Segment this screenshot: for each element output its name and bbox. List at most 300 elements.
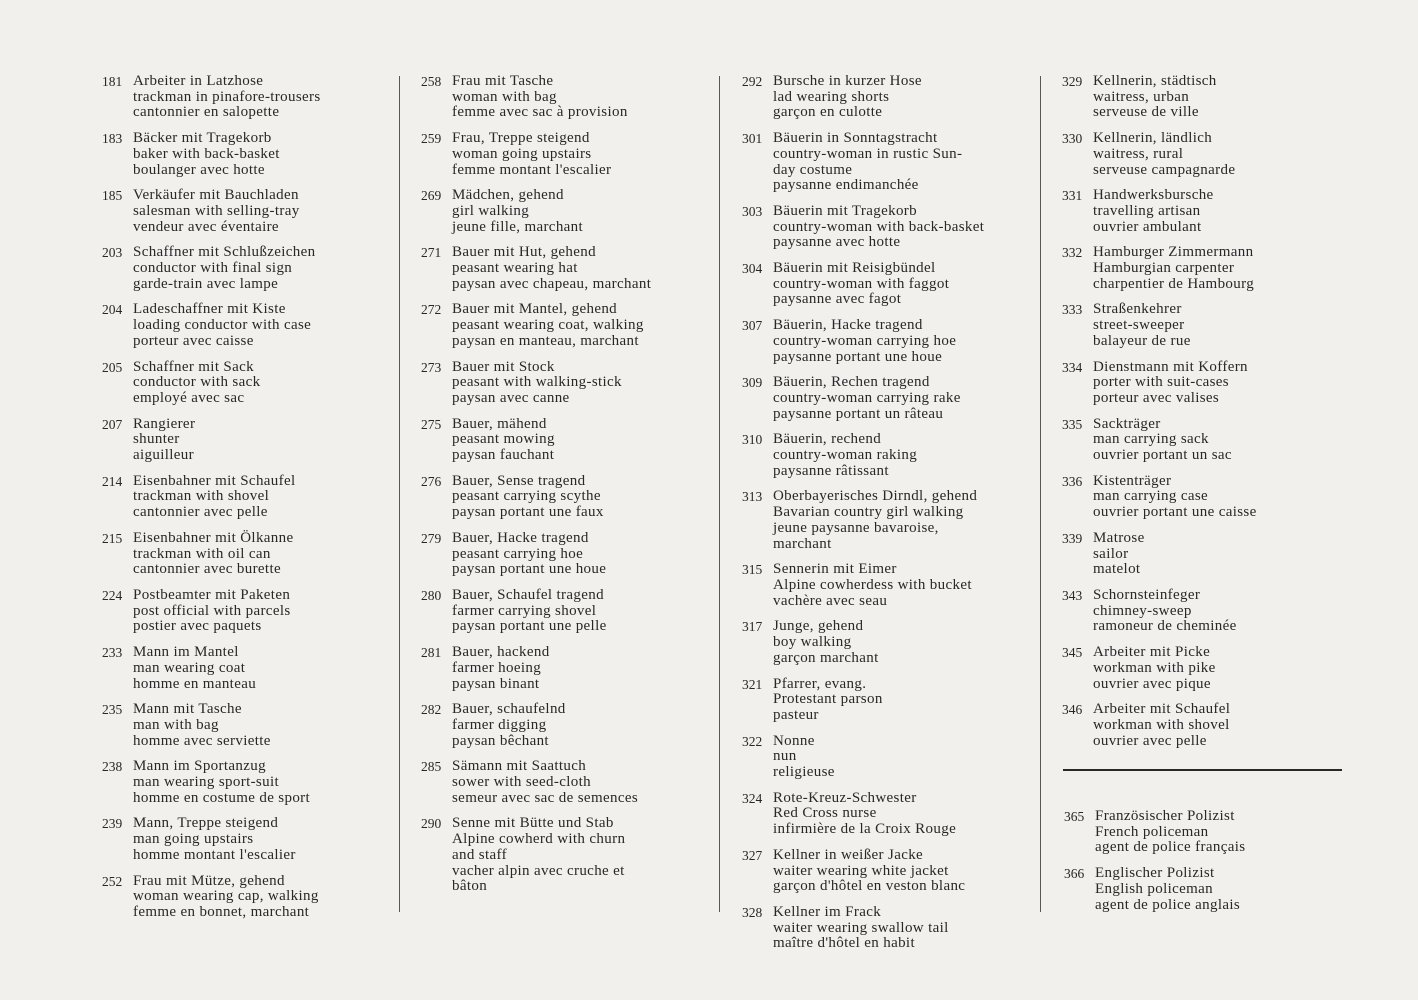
entry-line-german: Hamburger Zimmermann [1093,244,1254,261]
entry-line-german: Eisenbahner mit Ölkanne [133,529,294,546]
catalogue-entry [421,816,651,895]
entry-line-english: waiter wearing white jacket [773,862,949,879]
entry-description [133,245,321,292]
entry-line-french: cantonnier avec burette [133,561,281,578]
entry-line-german: Rote-Kreuz-Schwester [773,789,917,806]
catalogue-entry [742,489,984,552]
entry-description [1093,702,1257,749]
entry-number: 366 [1064,866,1085,882]
entry-line-french: paysanne avec hotte [773,234,901,251]
entry-line-english: nun [773,748,797,765]
entry-number: 271 [421,245,442,261]
entry-line-french: ouvrier portant une caisse [1093,504,1257,521]
entry-line-german: Arbeiter mit Schaufel [1093,701,1231,718]
entry-description [1093,245,1257,292]
entry-line-english: conductor with final sign [133,260,293,277]
entry-line-german: Bäuerin, rechend [773,431,882,448]
entry-line-french: paysan avec canne [452,389,570,406]
entry-line-french: boulanger avec hotte [133,161,265,178]
entry-line-french: paysanne portant un râteau [773,405,944,422]
entry-number: 307 [742,318,763,334]
catalogue-entry [102,874,321,921]
entry-description [773,74,984,121]
entry-line-french: garde-train avec lampe [133,275,279,292]
entry-number: 343 [1062,587,1083,603]
entry-number: 272 [421,302,442,318]
entry-line-german: Handwerksbursche [1093,187,1214,204]
entry-number: 315 [742,562,763,578]
entry-number: 238 [102,759,123,775]
entry-line-german: Französischer Polizist [1095,808,1235,824]
entry-line-german: Englischer Polizist [1095,865,1215,882]
catalogue-entry [1062,188,1257,235]
entry-line-english: waitress, rural [1093,145,1184,162]
entry-description [133,759,321,806]
entry-line-german: Kellner in weißer Jacke [773,846,924,863]
entry-line-french: homme montant l'escalier [133,846,296,863]
entry-line-german: Bäuerin, Hacke tragend [773,317,923,334]
entry-line-french: paysan portant une faux [452,504,604,521]
entry-line-english: man carrying case [1093,488,1209,505]
entry-description [1093,531,1257,578]
entry-description [773,562,984,609]
entry-line-german: Mann im Sportanzug [133,758,266,775]
entry-line-french: vendeur avec éventaire [133,218,279,235]
entry-line-german: Postbeamter mit Paketen [133,586,291,603]
entry-number: 322 [742,733,763,749]
entry-description [1093,188,1257,235]
entry-line-german: Dienstmann mit Koffern [1093,358,1248,375]
entry-description [773,432,984,479]
catalogue-entry [102,531,321,578]
entry-description [133,816,321,863]
entry-line-french: ouvrier avec pelle [1093,732,1207,749]
entry-line-french: religieuse [773,764,835,781]
catalogue-entry [102,360,321,407]
entry-description [452,245,651,292]
entry-number: 282 [421,702,442,718]
entry-line-english: peasant carrying scythe [452,488,601,505]
entry-description [773,204,984,251]
entry-line-english: Red Cross nurse [773,805,877,822]
catalogue-column-1 [102,74,321,931]
entry-line-german: Kellnerin, ländlich [1093,130,1213,147]
entry-line-french: charpentier de Hambourg [1093,275,1255,292]
entry-line-english: Protestant parson [773,691,883,708]
entry-line-continued: marchant [773,535,832,552]
catalogue-entry [1062,131,1257,178]
entry-line-english: country-woman carrying rake [773,389,961,406]
entry-line-german: Frau mit Mütze, gehend [133,872,285,889]
entry-description [452,759,651,806]
catalogue-entry [1062,302,1257,349]
entry-line-german: Mann, Treppe steigend [133,815,279,832]
entry-number: 203 [102,245,123,261]
entry-line-english: country-woman carrying hoe [773,332,957,349]
catalogue-entry [742,375,984,422]
entry-number: 309 [742,375,763,391]
entry-description [133,531,321,578]
entry-line-german: Mann mit Tasche [133,701,242,718]
catalogue-entry [1064,866,1245,913]
entry-description [133,874,321,921]
entry-line-english: loading conductor with case [133,317,312,334]
entry-number: 327 [742,847,763,863]
entry-number: 207 [102,416,123,432]
catalogue-entry [102,302,321,349]
entry-line-french: paysanne râtissant [773,462,889,479]
entry-description [773,791,984,838]
catalogue-entry [1064,809,1245,856]
entry-description [452,702,651,749]
entry-line-french: femme en bonnet, marchant [133,903,310,920]
catalogue-entry [742,131,984,194]
entry-line-english: workman with pike [1093,659,1216,676]
catalogue-column-3 [742,74,984,962]
catalogue-entry [421,131,651,178]
entry-description [773,905,984,952]
entry-line-french: cantonnier avec pelle [133,504,268,521]
entry-number: 214 [102,473,123,489]
entry-line-french: aiguilleur [133,447,194,464]
entry-line-french: homme en manteau [133,675,257,692]
entry-line-english: Alpine cowherd with churn [452,831,626,848]
entry-line-french: femme avec sac à provision [452,104,628,121]
entry-line-english: waiter wearing swallow tail [773,919,949,936]
entry-line-french: agent de police anglais [1095,896,1241,913]
entry-line-english: travelling artisan [1093,202,1201,219]
entry-line-german: Junge, gehend [773,618,864,635]
entry-line-german: Frau, Treppe steigend [452,130,590,147]
entry-line-german: Straßenkehrer [1093,301,1182,318]
catalogue-entry [421,188,651,235]
entry-description [1093,302,1257,349]
entry-number: 279 [421,530,442,546]
entry-line-english: farmer digging [452,716,547,733]
catalogue-entry [421,474,651,521]
entry-line-english: Bavarian country girl walking [773,504,964,521]
entry-line-german: Bauer mit Stock [452,358,555,375]
entry-line-english: country-woman with back-basket [773,218,985,235]
entry-line-french: ouvrier avec pique [1093,675,1211,692]
entry-line-french: porteur avec valises [1093,389,1220,406]
entry-line-english: trackman in pinafore-trousers [133,88,321,105]
catalogue-entry [102,759,321,806]
entry-line-german: Schaffner mit Sack [133,358,254,375]
entry-line-french: homme en costume de sport [133,789,311,806]
entry-description [1093,417,1257,464]
entry-line-english: porter with suit-cases [1093,374,1229,391]
entry-line-french: postier avec paquets [133,618,262,635]
entry-line-german: Matrose [1093,529,1145,546]
entry-line-german: Bäuerin mit Reisigbündel [773,260,936,277]
entry-number: 215 [102,530,123,546]
entry-line-french: paysanne portant une houe [773,348,943,365]
entry-line-french: porteur avec caisse [133,332,254,349]
entry-description [773,734,984,781]
entry-description [1093,360,1257,407]
entry-number: 239 [102,816,123,832]
catalogue-entry [421,531,651,578]
catalogue-entry [742,848,984,895]
entry-number: 303 [742,203,763,219]
entry-number: 330 [1062,131,1083,147]
entry-number: 328 [742,904,763,920]
entry-number: 321 [742,676,763,692]
entry-number: 205 [102,359,123,375]
entry-description [133,302,321,349]
entry-line-german: Sackträger [1093,415,1161,432]
entry-line-french: matelot [1093,561,1141,578]
entry-number: 252 [102,873,123,889]
entry-number: 313 [742,489,763,505]
entry-line-french: femme montant l'escalier [452,161,612,178]
entry-number: 365 [1064,809,1085,824]
entry-number: 275 [421,416,442,432]
entry-line-german: Bäuerin in Sonntagstracht [773,130,938,147]
catalogue-entry [102,645,321,692]
entry-number: 276 [421,473,442,489]
catalogue-entry [421,588,651,635]
catalogue-entry [1062,417,1257,464]
entry-number: 336 [1062,473,1083,489]
entry-description [1095,809,1245,856]
catalogue-entry [742,432,984,479]
entry-line-english: trackman with oil can [133,545,271,562]
entry-number: 332 [1062,245,1083,261]
entry-line-english: man going upstairs [133,831,254,848]
entry-line-english: peasant mowing [452,431,555,448]
entry-number: 339 [1062,530,1083,546]
entry-line-french: cantonnier en salopette [133,104,280,121]
entry-number: 345 [1062,645,1083,661]
entry-line-french: paysan en manteau, marchant [452,332,639,349]
entry-description [1093,474,1257,521]
entry-description [133,645,321,692]
entry-line-french: garçon en culotte [773,104,883,121]
entry-line-german: Frau mit Tasche [452,73,554,89]
catalogue-entry [1062,702,1257,749]
entry-line-german: Arbeiter mit Picke [1093,644,1211,661]
catalogue-entry [421,417,651,464]
police-section [1064,809,1245,923]
entry-line-french: ouvrier ambulant [1093,218,1202,235]
entry-line-german: Sämann mit Saattuch [452,758,587,775]
entry-line-english: man with bag [133,716,219,733]
catalogue-entry [742,734,984,781]
catalogue-entry [421,645,651,692]
entry-description [133,360,321,407]
entry-description [773,131,984,194]
entry-description [452,645,651,692]
entry-description [452,74,651,121]
catalogue-entry [102,474,321,521]
entry-line-german: Bäcker mit Tragekorb [133,130,272,147]
entry-line-french: maître d'hôtel en habit [773,935,915,952]
entry-line-german: Ladeschaffner mit Kiste [133,301,286,318]
catalogue-entry [102,417,321,464]
entry-line-french: paysan bêchant [452,732,549,749]
entry-line-english: peasant wearing coat, walking [452,317,644,334]
entry-description [452,188,651,235]
entry-description [133,74,321,121]
entry-line-french: garçon d'hôtel en veston blanc [773,878,966,895]
entry-description [133,702,321,749]
entry-line-german: Pfarrer, evang. [773,675,867,692]
entry-description [452,302,651,349]
catalogue-entry [421,245,651,292]
entry-line-continued: paysanne endimanchée [773,177,919,194]
entry-line-german: Schornsteinfeger [1093,586,1201,603]
entry-number: 285 [421,759,442,775]
entry-line-continued: bâton [452,878,488,895]
entry-number: 204 [102,302,123,318]
entry-line-french: paysan portant une houe [452,561,607,578]
entry-line-english: man wearing coat [133,659,246,676]
entry-line-english: conductor with sack [133,374,261,391]
entry-number: 183 [102,131,123,147]
entry-line-german: Verkäufer mit Bauchladen [133,187,299,204]
entry-description [1093,131,1257,178]
catalogue-entry [742,619,984,666]
catalogue-entry [102,74,321,121]
entry-line-english: lad wearing shorts [773,88,890,105]
entry-line-english: chimney-sweep [1093,602,1192,619]
entry-description [1095,866,1245,913]
entry-line-german: Oberbayerisches Dirndl, gehend [773,488,978,505]
entry-number: 334 [1062,359,1083,375]
catalogue-entry [742,791,984,838]
entry-line-german: Bauer, Hacke tragend [452,529,589,546]
entry-line-german: Bauer mit Mantel, gehend [452,301,618,318]
entry-line-french: balayeur de rue [1093,332,1191,349]
entry-number: 273 [421,359,442,375]
entry-line-english: street-sweeper [1093,317,1185,334]
entry-line-german: Bäuerin mit Tragekorb [773,202,918,219]
entry-number: 280 [421,587,442,603]
entry-line-english: French policeman [1095,823,1209,840]
entry-line-english: shunter [133,431,180,448]
entry-description [133,188,321,235]
catalogue-entry [1062,645,1257,692]
entry-line-english: boy walking [773,634,852,651]
catalogue-entry [1062,474,1257,521]
catalogue-entry [102,816,321,863]
catalogue-entry [421,302,651,349]
catalogue-entry [102,588,321,635]
entry-line-french: garçon marchant [773,649,879,666]
entry-number: 317 [742,619,763,635]
entry-number: 181 [102,74,123,89]
entry-description [133,474,321,521]
entry-line-french: and staff [452,846,507,863]
entry-line-english: Hamburgian carpenter [1093,260,1235,277]
entry-line-english: country-woman with faggot [773,275,950,292]
column-divider [1040,76,1041,912]
entry-line-french: ramoneur de cheminée [1093,618,1237,635]
catalogue-entry [102,188,321,235]
entry-line-english: baker with back-basket [133,145,280,162]
entry-line-german: Kellner im Frack [773,903,882,920]
entry-line-english: peasant carrying hoe [452,545,584,562]
entry-line-french: serveuse de ville [1093,104,1199,121]
entry-number: 304 [742,261,763,277]
entry-number: 224 [102,587,123,603]
column-divider [399,76,400,912]
entry-line-german: Arbeiter in Latzhose [133,73,264,89]
catalogue-entry [102,702,321,749]
entry-line-english: man wearing sport-suit [133,774,280,791]
entry-line-english: workman with shovel [1093,716,1230,733]
entry-description [452,417,651,464]
entry-line-english: sailor [1093,545,1129,562]
entry-line-german: Bauer, schaufelnd [452,701,566,718]
entry-line-english: salesman with selling-tray [133,202,300,219]
entry-line-english: woman with bag [452,88,557,105]
catalogue-entry [742,905,984,952]
catalogue-column-2 [421,74,651,905]
catalogue-entry [742,318,984,365]
entry-line-english: English policeman [1095,880,1214,897]
entry-line-german: Eisenbahner mit Schaufel [133,472,296,489]
entry-line-french: agent de police français [1095,839,1246,856]
entry-line-french: paysan binant [452,675,540,692]
entry-line-german: Senne mit Bütte und Stab [452,815,614,832]
entry-line-german: Bauer, mähend [452,415,547,432]
entry-line-french: paysanne avec fagot [773,291,902,308]
entry-line-german: Kellnerin, städtisch [1093,73,1217,89]
entry-line-english: trackman with shovel [133,488,270,505]
entry-line-english: woman wearing cap, walking [133,888,319,905]
catalogue-entry [421,74,651,121]
entry-line-french: paysan fauchant [452,447,555,464]
entry-line-german: Bauer, Sense tragend [452,472,586,489]
entry-line-french: jeune paysanne bavaroise, [773,519,939,536]
entry-line-french: jeune fille, marchant [452,218,584,235]
entry-line-french: homme avec serviette [133,732,271,749]
entry-line-english: farmer carrying shovel [452,602,597,619]
entry-description [452,588,651,635]
entry-description [773,261,984,308]
catalogue-entry [1062,74,1257,121]
entry-number: 324 [742,790,763,806]
entry-line-french: serveuse campagnarde [1093,161,1236,178]
entry-number: 331 [1062,188,1083,204]
entry-number: 235 [102,702,123,718]
entry-line-german: Mädchen, gehend [452,187,564,204]
entry-line-german: Sennerin mit Eimer [773,561,897,578]
entry-number: 346 [1062,702,1083,718]
catalogue-entry [742,261,984,308]
entry-number: 310 [742,432,763,448]
entry-number: 335 [1062,416,1083,432]
entry-line-french: vachère avec seau [773,592,888,609]
entry-line-english: man carrying sack [1093,431,1209,448]
entry-description [773,375,984,422]
entry-line-english: country-woman raking [773,447,918,464]
entry-line-german: Schaffner mit Schlußzeichen [133,244,316,261]
entry-description [452,816,651,895]
entry-line-english: post official with parcels [133,602,291,619]
entry-number: 258 [421,74,442,89]
entry-line-french: paysan avec chapeau, marchant [452,275,652,292]
entry-description [773,848,984,895]
entry-number: 269 [421,188,442,204]
entry-number: 333 [1062,302,1083,318]
entry-description [452,531,651,578]
entry-line-german: Nonne [773,732,815,749]
entry-line-french: employé avec sac [133,389,245,406]
